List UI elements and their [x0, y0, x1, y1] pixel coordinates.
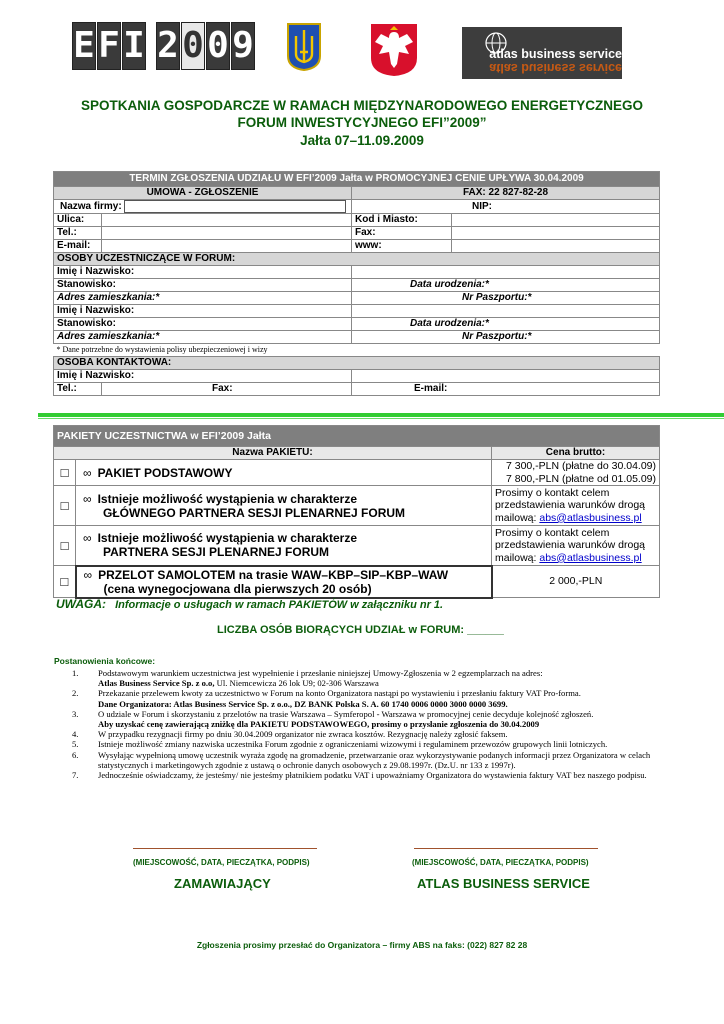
contact-email-link[interactable]: abs@atlasbusiness.pl — [539, 511, 642, 524]
signature-name-left: ZAMAWIAJĄCY — [174, 876, 271, 891]
efi-logo-letter: 9 — [231, 22, 255, 70]
contact-fax-label: Fax: — [212, 383, 233, 395]
contact-email-field[interactable] — [352, 383, 660, 396]
phone-label: Tel.: — [54, 227, 102, 240]
efi-logo-letter: I — [122, 22, 146, 70]
package-checkbox[interactable]: □ — [54, 486, 76, 526]
package-checkbox[interactable]: □ — [54, 460, 76, 486]
contact-name-label: Imię i Nazwisko: — [54, 370, 352, 383]
phone-input[interactable] — [102, 227, 352, 240]
participant-name-label: Imię i Nazwisko: — [54, 266, 352, 279]
nip-field[interactable] — [352, 200, 660, 214]
terms-item-text: Istnieje możliwość zmiany nazwiska uczestnika Forum zgodnie z ograniczeniami wizowymi i regulaminem przewozów grupowych linii lotniczych. — [98, 739, 608, 750]
package-row — [54, 486, 660, 526]
passport-field[interactable] — [352, 292, 660, 305]
section-divider-thin — [38, 418, 724, 419]
package-bullet: ∞ — [83, 491, 92, 506]
email-label: E-mail: — [54, 240, 102, 253]
efi-logo-letter: 0 — [206, 22, 230, 70]
package-price-line: przedstawienia warunków drogą — [495, 499, 645, 512]
package-price-header: Cena brutto: — [492, 447, 660, 460]
efi-logo-gap — [147, 22, 155, 68]
terms-item-number: 1. — [72, 668, 79, 678]
terms-item-number: 6. — [72, 749, 79, 760]
terms-item-number: 7. — [72, 770, 79, 781]
ukraine-emblem-icon — [286, 22, 322, 72]
terms-list — [72, 668, 672, 780]
signature-caption-left: (MIEJSCOWOŚĆ, DATA, PIECZĄTKA, PODPIS) — [133, 858, 310, 867]
participants-count-field[interactable]: LICZBA OSÓB BIORĄCYCH UDZIAŁ w FORUM: ______ — [217, 624, 504, 636]
signature-line-right[interactable] — [414, 848, 598, 849]
terms-item — [72, 750, 672, 770]
atlas-logo-reflection: atlas business service — [489, 61, 622, 75]
package-row — [54, 460, 660, 486]
package-price-cell — [492, 566, 660, 598]
efi-logo-letter: E — [72, 22, 96, 70]
package-name-cell — [76, 486, 492, 526]
address-label: Adres zamieszkania:* — [54, 331, 352, 344]
section-divider — [38, 413, 724, 417]
package-bullet: ∞ — [83, 531, 92, 546]
signature-caption-right: (MIEJSCOWOŚĆ, DATA, PIECZĄTKA, PODPIS) — [412, 858, 589, 867]
company-name-input[interactable] — [124, 200, 346, 213]
packages-table — [53, 425, 660, 599]
birthdate-field[interactable] — [352, 279, 660, 292]
terms-item — [72, 709, 672, 729]
street-label: Ulica: — [54, 214, 102, 227]
company-label: Nazwa firmy: — [60, 201, 122, 213]
efi-2009-logo — [72, 22, 255, 70]
terms-header: Postanowienia końcowe: — [54, 656, 156, 666]
fax-label: Fax: — [352, 227, 452, 240]
package-name-cell — [76, 460, 492, 486]
terms-item-text: O udziale w Forum i skorzystaniu z przelotów na trasie Warszawa – Symferopol - Warszawa w promocyjnej cenie decyduje kolejność zgłoszeń. — [98, 708, 594, 719]
birthdate-label: Data urodzenia:* — [410, 318, 489, 330]
efi-logo-letter: F — [97, 22, 121, 70]
fax-number: FAX: 22 827-82-28 — [352, 187, 660, 200]
postcode-input[interactable] — [452, 214, 660, 227]
package-price-line: mailową: — [495, 511, 540, 524]
footer-note: Zgłoszenia prosimy przesłać do Organizatora – firmy ABS na faks: (022) 827 82 28 — [196, 940, 528, 950]
company-row — [54, 200, 352, 214]
fax-input[interactable] — [452, 227, 660, 240]
passport-label: Nr Paszportu:* — [462, 292, 532, 304]
registration-form-table — [53, 171, 660, 396]
terms-item-number: 4. — [72, 729, 79, 740]
package-price-line: przedstawienia warunków drogą — [495, 539, 645, 552]
package-price-cell — [492, 526, 660, 566]
contact-header: OSOBA KONTAKTOWA: — [54, 357, 660, 370]
package-price-cell — [492, 486, 660, 526]
package-checkbox[interactable]: □ — [54, 526, 76, 566]
package-price-line: 7 800,-PLN (płatne od 01.05.09) — [505, 472, 657, 485]
poland-eagle-emblem-icon — [369, 22, 419, 78]
package-name: Istnieje możliwość wystąpienia w charakterze — [97, 491, 357, 506]
terms-item-bold: Aby uzyskać cenę zawierającą zniżkę dla PAKIETU PODSTAWOWEGO, prosimy o przysłanie zgłoszenia do 30.04.2009 — [98, 719, 540, 730]
street-input[interactable] — [102, 214, 352, 227]
terms-item-number: 2. — [72, 688, 79, 699]
package-price-line: mailową: — [495, 551, 540, 564]
package-price-cell — [492, 460, 660, 486]
package-name-cell — [76, 526, 492, 566]
terms-item-bold: Atlas Business Service Sp. z o.o, — [98, 678, 215, 689]
package-name: PRZELOT SAMOLOTEM na trasie WAW–KBP–SIP–KBP–WAW — [98, 567, 449, 582]
page-title-line3: Jałta 07–11.09.2009 — [300, 133, 424, 148]
package-name-cell — [76, 566, 492, 598]
signature-name-right: ATLAS BUSINESS SERVICE — [417, 876, 590, 891]
terms-item — [72, 770, 672, 780]
passport-field[interactable] — [352, 331, 660, 344]
package-bullet: ∞ — [83, 465, 92, 480]
packages-note — [56, 597, 443, 611]
footnote: * Dane potrzebne do wystawienia polisy ubezpieczeniowej i wizy — [54, 344, 660, 357]
note-text: Informacje o usługach w ramach PAKIETÓW w załączniku nr 1. — [115, 599, 444, 611]
www-label: www: — [352, 240, 452, 253]
postcode-label: Kod i Miasto: — [352, 214, 452, 227]
participant-position-label: Stanowisko: — [54, 279, 352, 292]
terms-item — [72, 688, 672, 708]
package-name-line2: GŁÓWNEGO PARTNERA SESJI PLENARNEJ FORUM — [103, 505, 406, 520]
efi-logo-letter: 0 — [181, 22, 205, 70]
www-input[interactable] — [452, 240, 660, 253]
passport-label: Nr Paszportu:* — [462, 331, 532, 343]
contact-name-input[interactable] — [352, 370, 660, 383]
terms-item-text2: Dane Organizatora: Atlas Business Service Sp. z o.o., DZ BANK Polska S. A. 60 1740 0006 0000 3000 0000 3699. — [98, 698, 508, 709]
note-label: UWAGA: — [56, 597, 106, 611]
birthdate-field[interactable] — [352, 318, 660, 331]
package-name: PAKIET PODSTAWOWY — [97, 465, 233, 480]
signature-line-left[interactable] — [133, 848, 317, 849]
package-name-line2: (cena wynegocjowana dla pierwszych 20 osób) — [103, 581, 372, 596]
participant-name-input[interactable] — [352, 266, 660, 279]
terms-item — [72, 739, 672, 749]
efi-logo-letter: 2 — [156, 22, 180, 70]
package-row — [54, 526, 660, 566]
package-bullet: ∞ — [83, 567, 93, 582]
package-name-header: Nazwa PAKIETU: — [54, 447, 492, 460]
participant-name-input[interactable] — [352, 305, 660, 318]
agreement-label: UMOWA - ZGŁOSZENIE — [54, 187, 352, 200]
package-checkbox[interactable]: □ — [54, 566, 76, 598]
terms-item-number: 5. — [72, 739, 79, 750]
address-label: Adres zamieszkania:* — [54, 292, 352, 305]
contact-fax-field[interactable] — [102, 383, 352, 396]
terms-item-text: W przypadku rezygnacji firmy po dniu 30.04.2009 organizator nie zwraca kosztów. Rezygnację należy zgłosić faksem. — [98, 729, 508, 740]
contact-email-label: E-mail: — [414, 383, 448, 395]
atlas-logo-text: atlas business service — [489, 47, 622, 61]
package-name-line2: PARTNERA SESJI PLENARNEJ FORUM — [103, 545, 330, 560]
terms-item — [72, 668, 672, 688]
terms-item-number: 3. — [72, 708, 79, 719]
contact-email-link[interactable]: abs@atlasbusiness.pl — [539, 551, 642, 564]
email-input[interactable] — [102, 240, 352, 253]
terms-item-text: Jednocześnie oświadczamy, że jesteśmy/ nie jesteśmy płatnikiem podatku VAT i upoważniamy Organizatora do wystawienia faktury VAT bez naszego podpisu. — [98, 770, 647, 781]
package-price-line: 7 300,-PLN (płatne do 30.04.09) — [505, 460, 657, 472]
terms-item-text2: Ul. Niemcewicza 26 lok U9; 02-306 Warszawa — [214, 678, 379, 689]
participant-position-label: Stanowisko: — [54, 318, 352, 331]
package-price-line: Prosimy o kontakt celem — [495, 526, 610, 539]
terms-item — [72, 729, 672, 739]
package-name: Istnieje możliwość wystąpienia w charakterze — [97, 531, 357, 546]
contact-phone-label: Tel.: — [54, 383, 102, 396]
participant-name-label: Imię i Nazwisko: — [54, 305, 352, 318]
terms-item-text: Podstawowym warunkiem uczestnictwa jest wypełnienie i przesłanie niniejszej Umowy-Zgłoszenia w 2 egzemplarzach na adres: — [98, 668, 543, 678]
page-title-line2: FORUM INWESTYCYJNEGO EFI”2009” — [237, 115, 487, 130]
packages-header: PAKIETY UCZESTNICTWA w EFI’2009 Jałta — [54, 426, 660, 447]
participants-header: OSOBY UCZESTNICZĄCE W FORUM: — [54, 253, 660, 266]
package-row — [54, 566, 660, 598]
terms-item-text: Przekazanie przelewem kwoty za uczestnictwo w Forum na konto Organizatora nastąpi po wystawieniu i przesłaniu faktury VAT Pro-forma. — [98, 688, 581, 699]
package-price-line: Prosimy o kontakt celem — [495, 486, 610, 499]
deadline-banner: TERMIN ZGŁOSZENIA UDZIAŁU W EFI’2009 Jałta w PROMOCYJNEJ CENIE UPŁYWA 30.04.2009 — [54, 172, 660, 187]
birthdate-label: Data urodzenia:* — [410, 279, 489, 291]
package-price-line: 2 000,-PLN — [549, 575, 603, 588]
terms-item-text: Wysyłając wypełnioną umowę uczestnik wyraża zgodę na gromadzenie, przetwarzanie oraz wykorzystywanie podanych informacji przez Organizatora w celach statystycznych i marketingowych zgodnie z ustawą o ochronie danych osobowych z 29.08.1997r. (Dz.U. nr 133 z 1997r). — [98, 749, 651, 770]
page-title-line1: SPOTKANIA GOSPODARCZE W RAMACH MIĘDZYNARODOWEGO ENERGETYCZNEGO — [80, 98, 643, 113]
atlas-business-service-logo — [462, 27, 622, 79]
nip-label: NIP: — [472, 200, 492, 212]
